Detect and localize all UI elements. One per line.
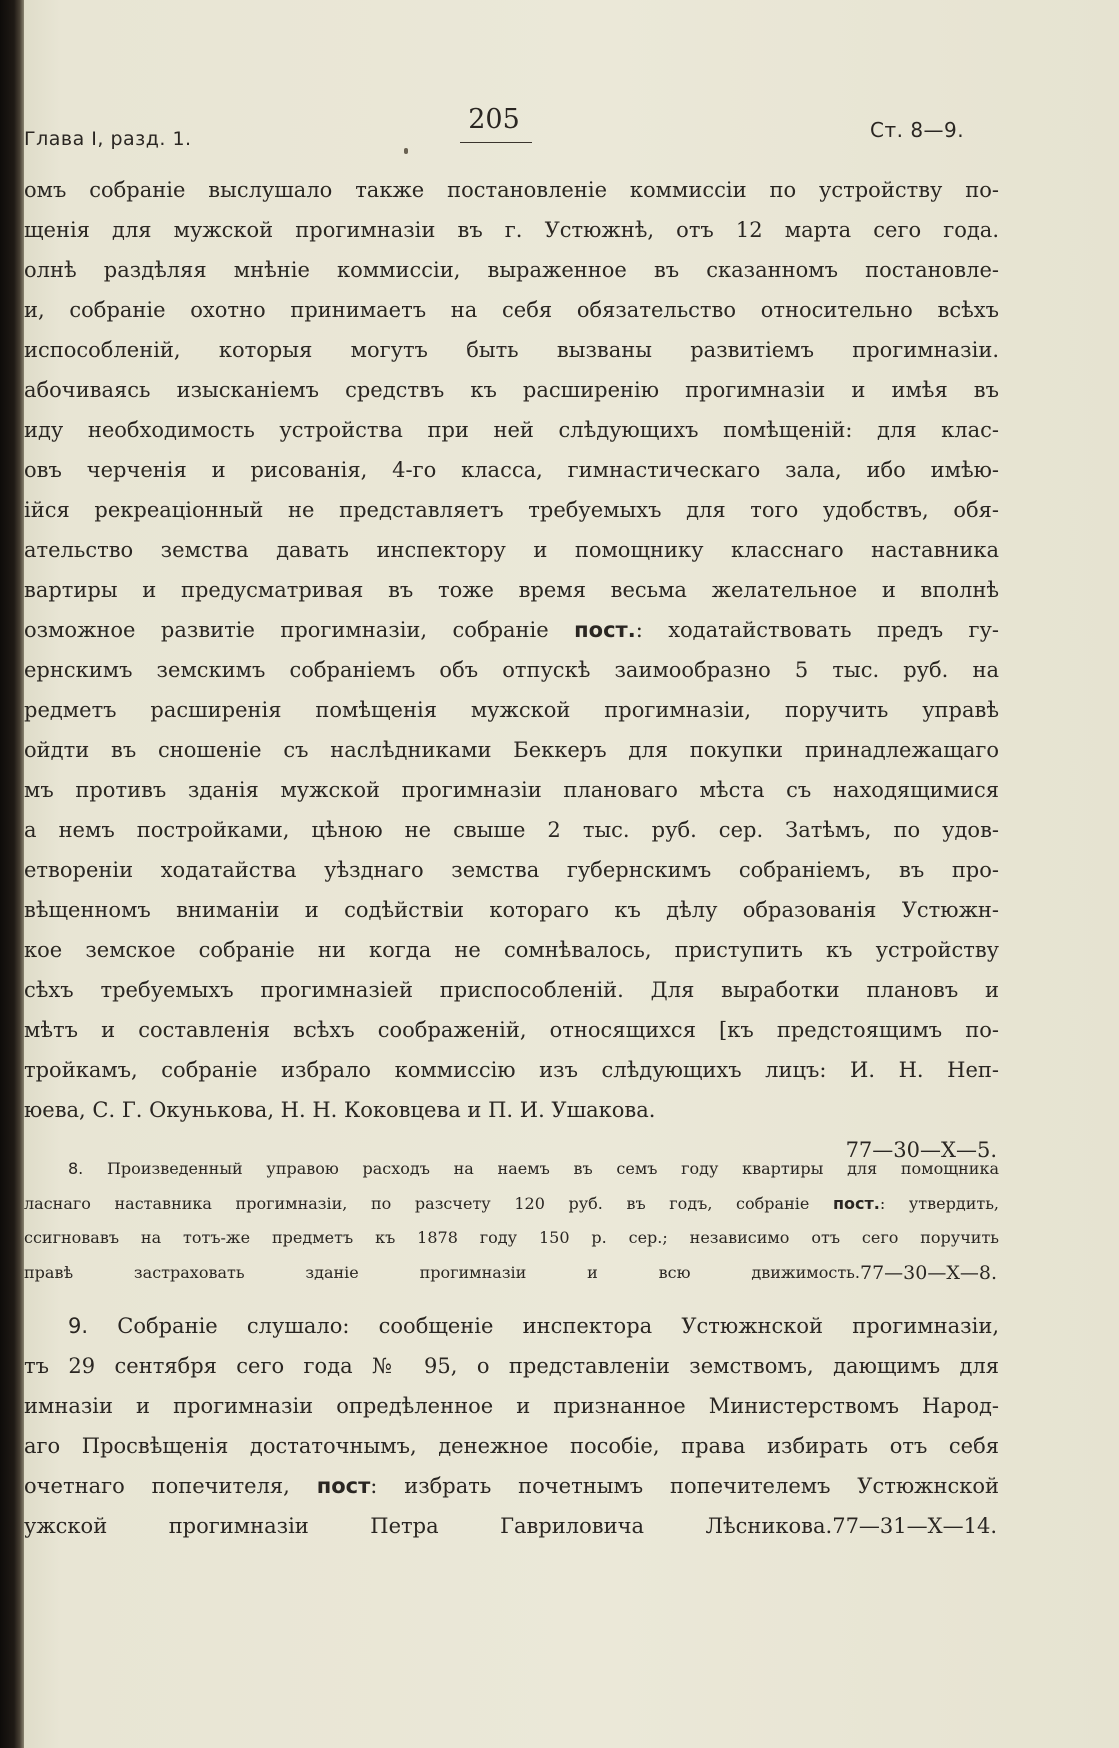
article-reference: Ст. 8—9. [870, 118, 965, 142]
paragraph-8 [24, 1152, 999, 1290]
text-line: ссигновавъ на тотъ-же предметъ къ 1878 году 150 р. сер.; независимо отъ сего поручить [24, 1228, 999, 1247]
text-line-head: очетнаго попечителя, [24, 1474, 317, 1498]
text-line: етвореніи ходатайства уѣзднаго земства губернскимъ собраніемъ, въ про- [24, 858, 999, 882]
page-number: 205 [468, 104, 520, 135]
text-line: испособленій, которыя могутъ быть вызваны развитіемъ прогимназіи. [24, 338, 999, 362]
text-line: ойдти въ сношеніе съ наслѣдниками Беккеръ для покупки принадлежащаго [24, 738, 999, 762]
text-line: ательство земства давать инспектору и помощнику класснаго наставника [24, 538, 999, 562]
resolution-keyword: пост. [832, 1193, 880, 1213]
text-line: омъ собраніе выслушало также постановленіе коммиссіи по устройству по- [24, 178, 999, 202]
text-line: а немъ постройками, цѣною не свыше 2 тыс. руб. сер. Затѣмъ, по удов- [24, 818, 999, 842]
text-line: имназіи и прогимназіи опредѣленное и признанное Министерствомъ Народ- [24, 1394, 999, 1418]
resolution-keyword: пост. [574, 618, 636, 642]
text-line: щенія для мужской прогимназіи въ г. Устюжнѣ, отъ 12 марта сего года. [24, 218, 999, 242]
text-line [24, 1466, 999, 1506]
paragraph-9 [24, 1306, 999, 1546]
text-line: вѣщенномъ вниманіи и содѣйствіи котораго къ дѣлу образованія Устюжн- [24, 898, 999, 922]
text-line: тъ 29 сентября сего года № 95, о представленіи земствомъ, дающимъ для [24, 1354, 999, 1378]
text-line: тройкамъ, собраніе избрало коммиссію изъ слѣдующихъ лицъ: И. Н. Неп- [24, 1058, 999, 1082]
text-line-head: правѣ застраховать зданіе прогимназіи и всю движимость. [24, 1262, 860, 1282]
text-line: овъ черченія и рисованія, 4-го класса, гимнастическаго зала, ибо имѣю- [24, 458, 999, 482]
text-line: аго Просвѣщенія достаточнымъ, денежное пособіе, права избирать отъ себя [24, 1434, 999, 1458]
text-line: вартиры и предусматривая въ тоже время весьма желательное и вполнѣ [24, 578, 999, 602]
resolution-keyword: пост [316, 1474, 371, 1498]
page-header [24, 100, 1084, 156]
text-line: мъ противъ зданія мужской прогимназіи плановаго мѣста съ находящимися [24, 778, 999, 802]
text-line [24, 1152, 999, 1187]
text-line-head: ужской прогимназіи Петра Гавриловича Лѣсникова. [24, 1514, 833, 1538]
text-line: редметъ расширенія помѣщенія мужской прогимназіи, поручить управѣ [24, 698, 999, 722]
text-line-tail: : избрать почетнымъ попечителемъ Устюжнской [370, 1474, 999, 1498]
ink-speck [404, 148, 408, 154]
text-line [24, 1306, 999, 1346]
paragraph-number: 9. [68, 1314, 89, 1338]
text-line-tail: : ходатайствовать предъ гу- [635, 618, 999, 642]
protocol-reference: 77—30—X—5. [845, 1138, 997, 1162]
text-line [24, 1506, 999, 1546]
text-line: иду необходимость устройства при ней слѣдующихъ помѣщеній: для клас- [24, 418, 999, 442]
text-line: мѣтъ и составленія всѣхъ соображеній, относящихся [къ предстоящимъ по- [24, 1018, 999, 1042]
text-line [24, 610, 999, 650]
text-line: сѣхъ требуемыхъ прогимназіей приспособленій. Для выработки плановъ и [24, 978, 999, 1002]
text-line: и, собраніе охотно принимаетъ на себя обязательство относительно всѣхъ [24, 298, 999, 322]
protocol-reference: 77—31—X—14. [832, 1514, 997, 1538]
text-line [24, 1187, 999, 1222]
text-line-head: ласнаго наставника прогимназіи, по разсчету 120 руб. въ годъ, собраніе [24, 1193, 833, 1213]
page-number-rule [460, 142, 532, 143]
text-line-rest: Произведенный управою расходъ на наемъ въ семъ году квартиры для помощника [106, 1159, 999, 1178]
text-line: юева, С. Г. Окунькова, Н. Н. Коковцева и П. И. Ушакова. [24, 1098, 656, 1122]
text-line-rest: Собраніе слушало: сообщеніе инспектора Устюжнской прогимназіи, [117, 1314, 999, 1338]
chapter-reference: Глава I, разд. 1. [24, 128, 192, 150]
protocol-reference: 77—30—X—8. [859, 1261, 997, 1284]
text-line: ійся рекреаціонный не представляетъ требуемыхъ для того удобствъ, обя- [24, 498, 999, 522]
text-line: кое земское собраніе ни когда не сомнѣвалось, приступить къ устройству [24, 938, 999, 962]
text-line: олнѣ раздѣляя мнѣніе коммиссіи, выраженное въ сказанномъ постановле- [24, 258, 999, 282]
text-line-tail: : утвердить, [879, 1193, 999, 1213]
book-spine [0, 0, 24, 1748]
paragraph-7 [24, 170, 999, 1170]
text-line: абочиваясь изысканіемъ средствъ къ расширенію прогимназіи и имѣя въ [24, 378, 999, 402]
paragraph-number: 8. [68, 1159, 84, 1178]
text-line [24, 1256, 999, 1291]
text-line: ернскимъ земскимъ собраніемъ объ отпускѣ заимообразно 5 тыс. руб. на [24, 658, 999, 682]
text-line-head: озможное развитіе прогимназіи, собраніе [24, 618, 575, 642]
